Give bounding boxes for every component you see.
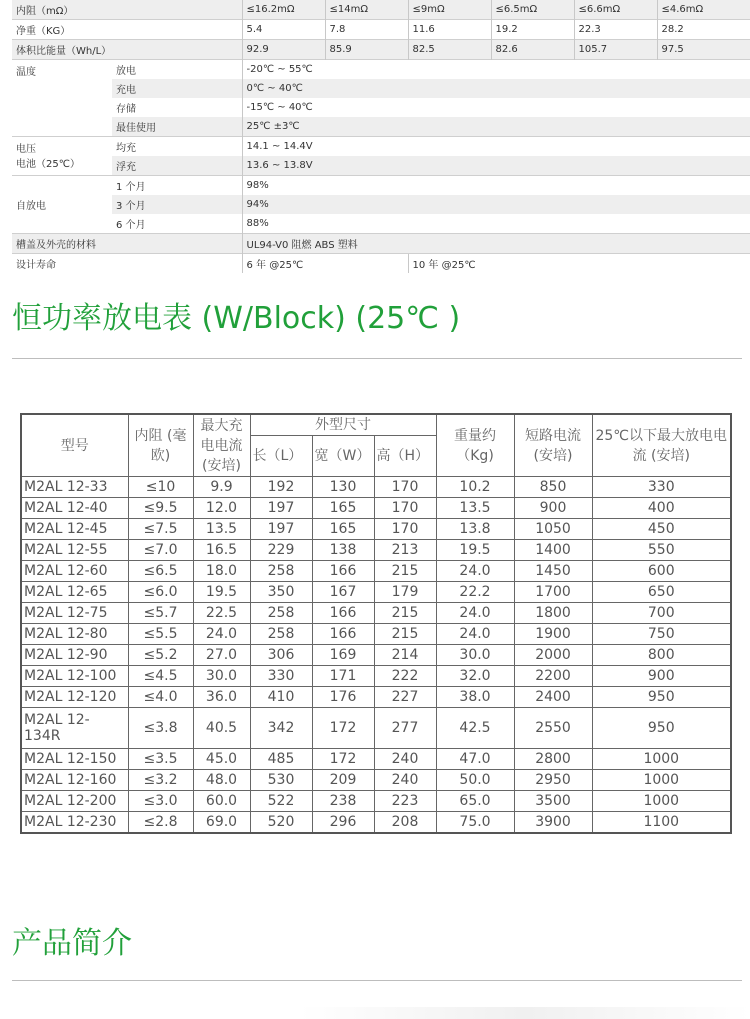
header-short-circuit: 短路电流 (安培) [514,414,592,477]
value-cell: 227 [374,687,436,708]
table-row [21,791,731,812]
value-cell: ≤5.2 [128,645,193,666]
value-cell: 1900 [514,624,592,645]
spec-table [12,0,750,273]
value-cell: 24.0 [436,561,514,582]
header-height: 高（H） [374,436,436,477]
spec-row [12,0,750,20]
value-cell: 208 [374,812,436,834]
value-cell: 165 [312,498,374,519]
spec-row [12,195,750,214]
header-max-discharge: 25℃以下最大放电电流 (安培) [592,414,731,477]
value-cell: 176 [312,687,374,708]
value-cell: 60.0 [193,791,250,812]
value-cell: ≤10 [128,477,193,498]
value-cell: 258 [250,561,312,582]
spec-value: 88% [242,214,750,234]
spec-subcategory: 充电 [112,79,242,98]
value-cell: 13.5 [193,519,250,540]
value-cell: 330 [250,666,312,687]
spec-value: 85.9 [325,40,408,60]
value-cell: 342 [250,708,312,749]
value-cell: 22.5 [193,603,250,624]
value-cell: 171 [312,666,374,687]
value-cell: 530 [250,770,312,791]
value-cell: 172 [312,749,374,770]
spec-value: 82.5 [408,40,491,60]
table-row [21,561,731,582]
value-cell: 410 [250,687,312,708]
spec-subcategory: 6 个月 [116,220,146,231]
value-cell: 600 [592,561,731,582]
value-cell: 240 [374,749,436,770]
spec-category: 槽盖及外壳的材料 [12,234,242,254]
value-cell: 32.0 [436,666,514,687]
value-cell: 3500 [514,791,592,812]
model-cell: M2AL 12-134R [21,708,128,749]
value-cell: 330 [592,477,731,498]
value-cell: 170 [374,519,436,540]
value-cell: 13.5 [436,498,514,519]
spec-value: UL94-V0 阻燃 ABS 塑料 [242,234,750,254]
value-cell: 950 [592,687,731,708]
table-row [21,603,731,624]
model-cell: M2AL 12-200 [21,791,128,812]
value-cell: 258 [250,603,312,624]
cp-table-body [21,477,731,834]
value-cell: 18.0 [193,561,250,582]
value-cell: ≤7.5 [128,519,193,540]
spec-category-line: 电压 [16,144,36,155]
model-cell: M2AL 12-60 [21,561,128,582]
value-cell: 48.0 [193,770,250,791]
value-cell: 167 [312,582,374,603]
spec-category: 内阻（mΩ） [12,0,242,20]
spec-row [12,98,750,117]
section-divider [12,980,742,981]
spec-value: 7.8 [325,20,408,40]
value-cell: ≤4.0 [128,687,193,708]
value-cell: 166 [312,561,374,582]
table-row [21,540,731,561]
spec-subcategory: 存储 [116,104,136,115]
model-cell: M2AL 12-90 [21,645,128,666]
spec-row [12,214,750,234]
spec-value: 98% [242,176,750,196]
value-cell: 550 [592,540,731,561]
spec-value: 14.1 ~ 14.4V [242,137,750,157]
table-row [21,708,731,749]
spec-value: ≤6.6mΩ [574,0,657,20]
value-cell: 750 [592,624,731,645]
value-cell: 522 [250,791,312,812]
value-cell: 27.0 [193,645,250,666]
value-cell: 2800 [514,749,592,770]
value-cell: ≤9.5 [128,498,193,519]
value-cell: ≤5.5 [128,624,193,645]
value-cell: 215 [374,624,436,645]
spec-value: ≤14mΩ [325,0,408,20]
value-cell: 277 [374,708,436,749]
section-title-constant-power: 恒功率放电表 (W/Block) (25℃ ) [12,301,461,336]
spec-table-body [12,0,750,273]
value-cell: 130 [312,477,374,498]
value-cell: 2550 [514,708,592,749]
value-cell: 36.0 [193,687,250,708]
value-cell: 650 [592,582,731,603]
value-cell: 2950 [514,770,592,791]
value-cell: 50.0 [436,770,514,791]
value-cell: 1700 [514,582,592,603]
value-cell: 45.0 [193,749,250,770]
spec-subcategory: 3 个月 [112,195,242,214]
value-cell: 1400 [514,540,592,561]
table-row [21,477,731,498]
decorative-fade [300,1007,750,1019]
value-cell: 69.0 [193,812,250,834]
spec-subcategory: 1 个月 [112,176,242,196]
table-row [21,519,731,540]
spec-category: 净重（KG） [12,20,242,40]
value-cell: 169 [312,645,374,666]
value-cell: 22.2 [436,582,514,603]
value-cell: 215 [374,561,436,582]
value-cell: ≤3.0 [128,791,193,812]
value-cell: 24.0 [436,624,514,645]
spec-row [12,79,750,98]
spec-value: 19.2 [491,20,574,40]
value-cell: 350 [250,582,312,603]
spec-value: -15℃ ~ 40℃ [242,98,750,117]
spec-row [12,20,750,40]
value-cell: 400 [592,498,731,519]
value-cell: 209 [312,770,374,791]
value-cell: 1000 [592,791,731,812]
value-cell: 306 [250,645,312,666]
value-cell: ≤4.5 [128,666,193,687]
spec-value: 10 年 @25℃ [408,254,750,274]
table-row [21,624,731,645]
value-cell: 172 [312,708,374,749]
table-row [21,812,731,834]
value-cell: 170 [374,498,436,519]
value-cell: 30.0 [436,645,514,666]
value-cell: 1800 [514,603,592,624]
header-max-charge: 最大充电电流 (安培) [193,414,250,477]
value-cell: 700 [592,603,731,624]
spec-category: 温度 [12,60,112,137]
value-cell: 1000 [592,770,731,791]
value-cell: 2200 [514,666,592,687]
model-cell: M2AL 12-150 [21,749,128,770]
value-cell: 179 [374,582,436,603]
value-cell: 30.0 [193,666,250,687]
value-cell: 223 [374,791,436,812]
spec-value: 28.2 [657,20,750,40]
value-cell: ≤5.7 [128,603,193,624]
value-cell: 520 [250,812,312,834]
value-cell: 165 [312,519,374,540]
value-cell: 9.9 [193,477,250,498]
value-cell: 170 [374,477,436,498]
spec-value: 6 年 @25℃ [242,254,408,274]
header-model: 型号 [21,414,128,477]
spec-category [12,137,112,176]
model-cell: M2AL 12-55 [21,540,128,561]
spec-category-line: 电池（25℃） [16,159,80,170]
spec-value: 94% [242,195,750,214]
spec-category: 自放电 [12,176,112,234]
cp-table-header [21,414,731,477]
value-cell: 166 [312,624,374,645]
value-cell: 1450 [514,561,592,582]
spec-value: ≤4.6mΩ [657,0,750,20]
value-cell: 192 [250,477,312,498]
value-cell: 13.8 [436,519,514,540]
spec-row [12,117,750,137]
value-cell: 900 [592,666,731,687]
spec-value: 82.6 [491,40,574,60]
table-row [21,582,731,603]
table-row [21,645,731,666]
value-cell: 2000 [514,645,592,666]
value-cell: 950 [592,708,731,749]
header-length: 长（L） [250,436,312,477]
spec-subcategory: 放电 [112,60,242,80]
value-cell: 1000 [592,749,731,770]
value-cell: 138 [312,540,374,561]
value-cell: 485 [250,749,312,770]
spec-row [12,176,750,196]
value-cell: 19.5 [193,582,250,603]
model-cell: M2AL 12-80 [21,624,128,645]
table-row [21,749,731,770]
spec-row [12,234,750,254]
spec-value: 5.4 [242,20,325,40]
value-cell: 197 [250,519,312,540]
spec-subcategory: 均充 [112,137,242,157]
spec-value: ≤6.5mΩ [491,0,574,20]
value-cell: ≤2.8 [128,812,193,834]
section-title-product-intro: 产品简介 [12,926,132,961]
spec-value: 97.5 [657,40,750,60]
header-weight: 重量约（Kg) [436,414,514,477]
spec-value: ≤9mΩ [408,0,491,20]
model-cell: M2AL 12-33 [21,477,128,498]
value-cell: 75.0 [436,812,514,834]
value-cell: 238 [312,791,374,812]
value-cell: ≤3.2 [128,770,193,791]
value-cell: 12.0 [193,498,250,519]
value-cell: 16.5 [193,540,250,561]
value-cell: 65.0 [436,791,514,812]
spec-subcategory: 最佳使用 [112,117,242,137]
value-cell: 258 [250,624,312,645]
table-row [21,666,731,687]
section-divider [12,358,742,359]
spec-value: 22.3 [574,20,657,40]
model-cell: M2AL 12-75 [21,603,128,624]
value-cell: 222 [374,666,436,687]
spec-value: 92.9 [242,40,325,60]
value-cell: 3900 [514,812,592,834]
spec-value: 13.6 ~ 13.8V [242,156,750,176]
value-cell: 1100 [592,812,731,834]
model-cell: M2AL 12-65 [21,582,128,603]
value-cell: 1050 [514,519,592,540]
value-cell: 214 [374,645,436,666]
value-cell: 47.0 [436,749,514,770]
value-cell: 2400 [514,687,592,708]
spec-subcategory: 浮充 [112,156,242,176]
value-cell: 900 [514,498,592,519]
spec-row [12,60,750,80]
spec-value: 11.6 [408,20,491,40]
value-cell: 19.5 [436,540,514,561]
model-cell: M2AL 12-100 [21,666,128,687]
spec-value: ≤16.2mΩ [242,0,325,20]
model-cell: M2AL 12-40 [21,498,128,519]
value-cell: 40.5 [193,708,250,749]
header-width: 宽（W） [312,436,374,477]
value-cell: ≤3.8 [128,708,193,749]
spec-value: -20℃ ~ 55℃ [242,60,750,80]
spec-category: 体积比能量（Wh/L） [12,40,242,60]
value-cell: 42.5 [436,708,514,749]
value-cell: 213 [374,540,436,561]
spec-category: 设计寿命 [12,254,242,274]
spec-value: 25℃ ±3℃ [242,117,750,137]
value-cell: 800 [592,645,731,666]
spec-value: 105.7 [574,40,657,60]
value-cell: ≤3.5 [128,749,193,770]
value-cell: 850 [514,477,592,498]
value-cell: 38.0 [436,687,514,708]
value-cell: 24.0 [193,624,250,645]
value-cell: ≤6.5 [128,561,193,582]
value-cell: 166 [312,603,374,624]
value-cell: 215 [374,603,436,624]
spec-row [12,156,750,176]
value-cell: ≤7.0 [128,540,193,561]
value-cell: 229 [250,540,312,561]
value-cell: 197 [250,498,312,519]
table-row [21,687,731,708]
model-cell: M2AL 12-160 [21,770,128,791]
spec-value: 0℃ ~ 40℃ [242,79,750,98]
value-cell: 24.0 [436,603,514,624]
value-cell: 10.2 [436,477,514,498]
model-cell: M2AL 12-230 [21,812,128,834]
value-cell: 240 [374,770,436,791]
header-dimensions: 外型尺寸 [250,414,436,436]
value-cell: ≤6.0 [128,582,193,603]
value-cell: 450 [592,519,731,540]
value-cell: 296 [312,812,374,834]
table-row [21,770,731,791]
header-resistance: 内阻 (毫欧) [128,414,193,477]
model-cell: M2AL 12-120 [21,687,128,708]
spec-row [12,254,750,274]
spec-row [12,137,750,157]
table-row [21,498,731,519]
constant-power-table [20,413,732,834]
model-cell: M2AL 12-45 [21,519,128,540]
spec-row [12,40,750,60]
